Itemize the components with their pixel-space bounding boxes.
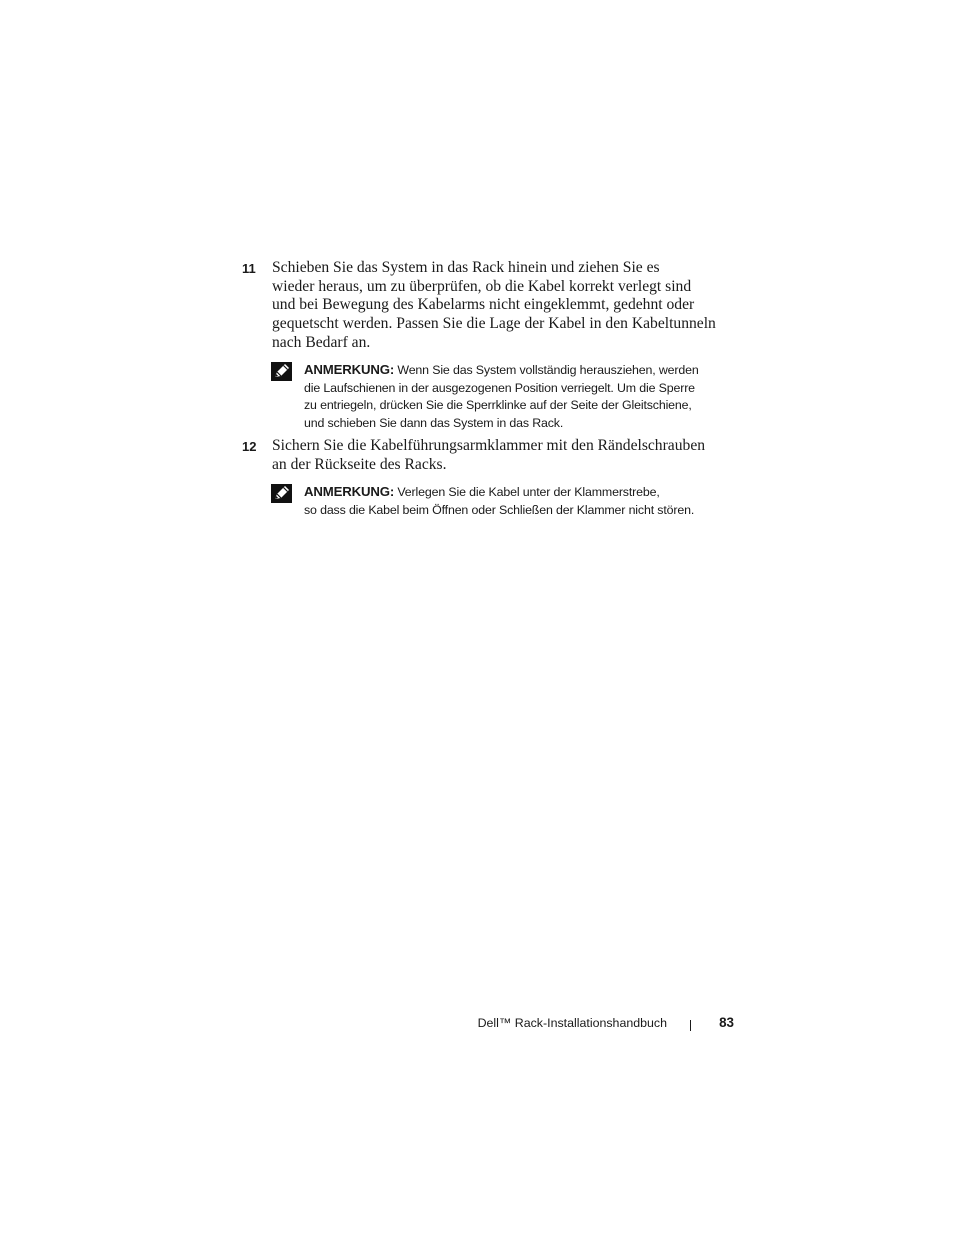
footer-separator — [690, 1020, 691, 1031]
step-text: Sichern Sie die Kabelführungsarmklammer mit den Rändelschrauben an der Rückseite des Racks. — [272, 437, 706, 473]
note-text — [304, 361, 724, 432]
page-number: 83 — [719, 1015, 734, 1030]
note-body: Wenn Sie das System vollständig herausziehen, werden die Laufschienen in der ausgezogenen Position verriegelt. Um die Sperre zu entriegeln, drücken Sie die Sperrklinke auf der Seite der Gleitschiene, und schieben Sie dann das System in das Rack. — [304, 363, 699, 430]
pencil-note-icon — [271, 484, 292, 503]
note-label: ANMERKUNG: — [304, 362, 395, 377]
note-text — [304, 483, 724, 519]
page-footer — [440, 1015, 734, 1035]
footer-title: Dell™ Rack-Installationshandbuch — [477, 1016, 667, 1030]
step-number: 11 — [242, 261, 256, 276]
step-text: Schieben Sie das System in das Rack hinein und ziehen Sie es wieder heraus, um zu überprüfen, ob die Kabel korrekt verlegt sind und bei Bewegung des Kabelarms nicht eingeklemmt, gedehnt oder gequetscht werden. Passen Sie die Lage der Kabel in den Kabeltunneln nach Bedarf an. — [272, 259, 716, 351]
step-number: 12 — [242, 439, 257, 454]
pencil-note-icon — [271, 362, 292, 381]
note-label: ANMERKUNG: — [304, 484, 395, 499]
note-body: Verlegen Sie die Kabel unter der Klammerstrebe, so dass die Kabel beim Öffnen oder Schließen der Klammer nicht stören. — [304, 485, 695, 517]
